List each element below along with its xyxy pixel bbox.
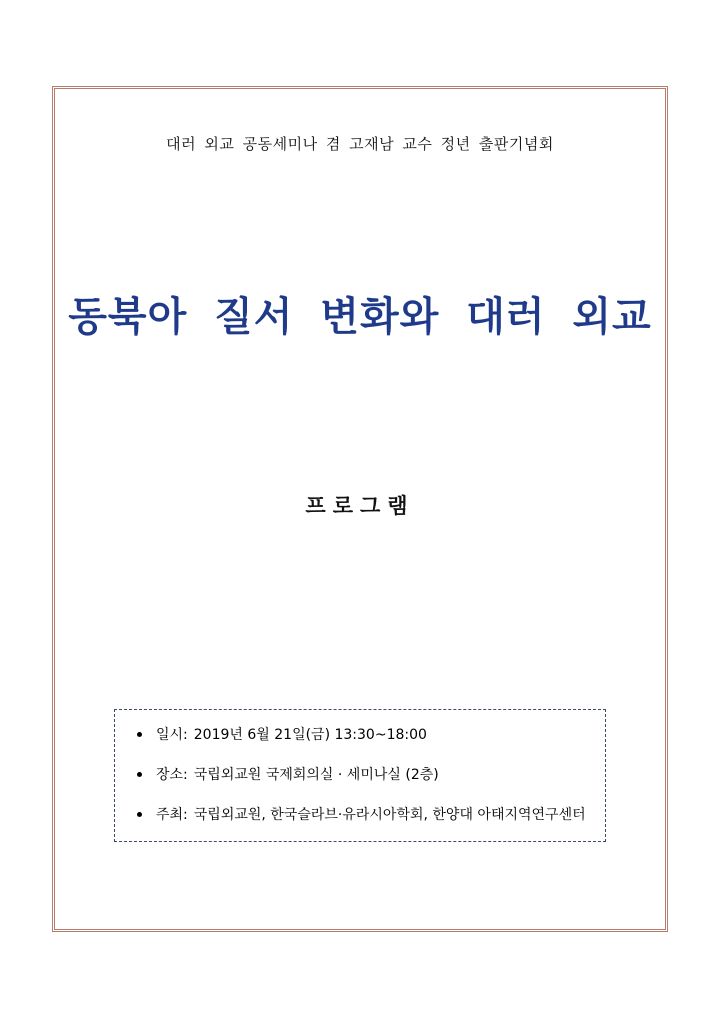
info-value-host: 국립외교원, 한국슬라브·유라시아학회, 한양대 아태지역연구센터 (193, 807, 586, 823)
main-title: 동북아 질서 변화와 대러 외교 (68, 294, 652, 340)
bullet-icon (137, 772, 142, 777)
info-value-date: 2019년 6월 21일(금) 13:30~18:00 (193, 727, 427, 743)
info-label-host: 주최: (156, 807, 188, 823)
event-info-box (114, 709, 606, 842)
info-label-date: 일시: (156, 727, 188, 743)
event-subtitle: 대러 외교 공동세미나 겸 고재남 교수 정년 출판기념회 (166, 135, 554, 153)
bullet-icon (137, 732, 142, 737)
program-heading: 프로그램 (305, 494, 415, 518)
info-item-host (137, 804, 586, 824)
event-info-list (137, 724, 586, 844)
info-item-date (137, 724, 586, 744)
bullet-icon (137, 812, 142, 817)
info-label-venue: 장소: (156, 767, 188, 783)
info-item-venue (137, 764, 586, 784)
info-value-venue: 국립외교원 국제회의실 · 세미나실 (2층) (193, 767, 439, 783)
